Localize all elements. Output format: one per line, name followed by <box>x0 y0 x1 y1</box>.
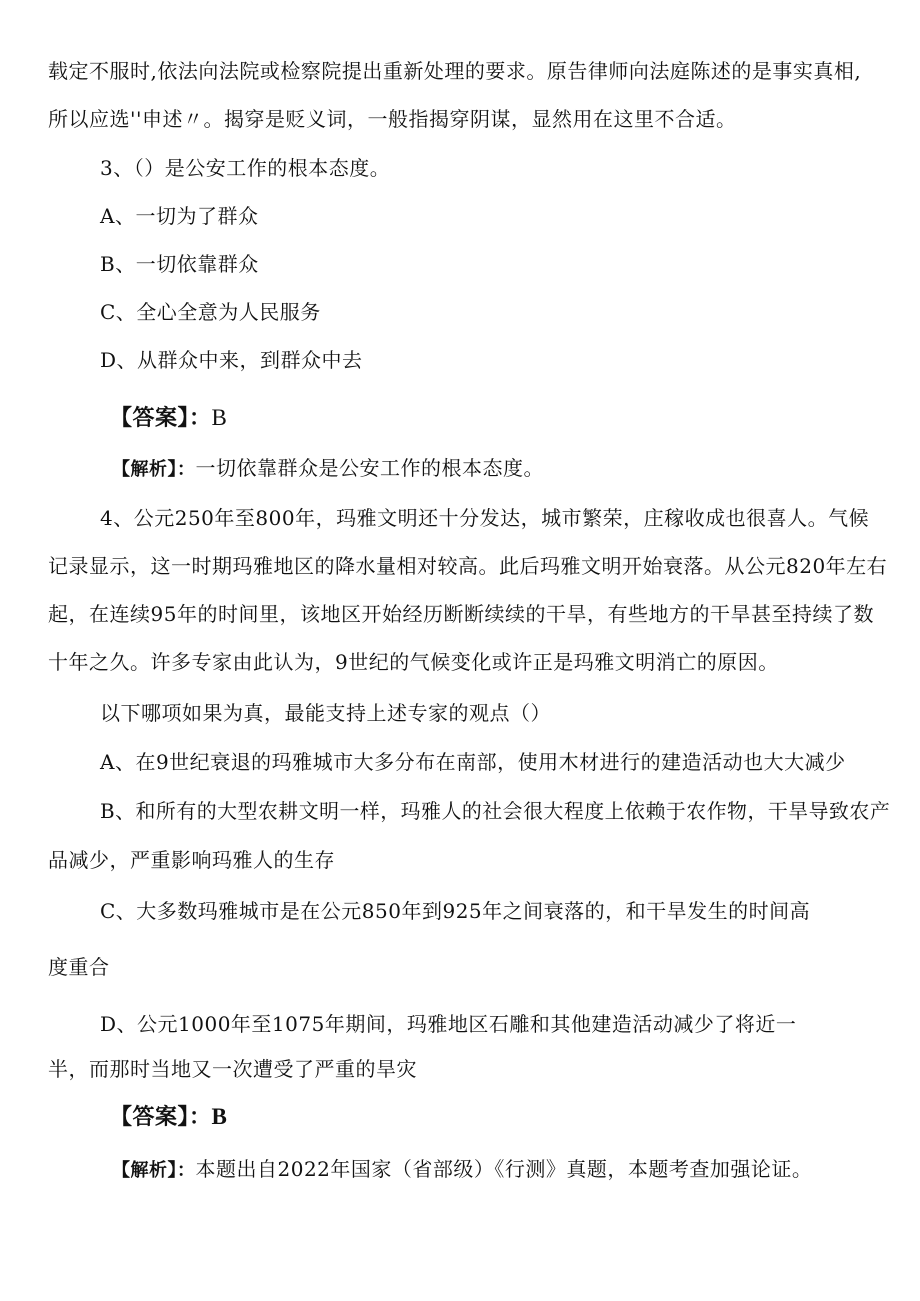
question-4-option-d-line-1: D、公元1000年至1075年期间，玛雅地区石雕和其他建造活动减少了将近一 <box>100 1012 797 1036</box>
question-3-option-b: B、一切依靠群众 <box>100 252 259 276</box>
question-4-option-c-line-2: 度重合 <box>48 955 110 979</box>
question-4-option-c-line-1: C、大多数玛雅城市是在公元850年到925年之间衰落的，和干旱发生的时间高 <box>100 899 811 923</box>
intro-line-1: 载定不服时,依法向法院或检察院提出重新处理的要求。原告律师向法庭陈述的是事实真相, <box>48 59 862 83</box>
question-3-option-c: C、全心全意为人民服务 <box>100 300 321 324</box>
answer-label: 【答案】： <box>110 1105 212 1130</box>
answer-value: B <box>211 1104 228 1129</box>
question-4-analysis <box>112 1155 812 1185</box>
analysis-text: 一切依靠群众是公安工作的根本态度。 <box>195 456 544 480</box>
answer-value: B <box>211 405 228 430</box>
question-3-answer <box>110 404 227 433</box>
analysis-text: 本题出自2022年国家（省部级）《行测》真题，本题考查加强论证。 <box>195 1157 813 1181</box>
question-4-stem-line-1: 4、公元250年至800年，玛雅文明还十分发达，城市繁荣，庄稼收成也很喜人。气候 <box>100 506 870 530</box>
question-4-stem-line-2: 记录显示，这一时期玛雅地区的降水量相对较高。此后玛雅文明开始衰落。从公元820年左右 <box>48 554 888 578</box>
question-4-prompt: 以下哪项如果为真，最能支持上述专家的观点（） <box>100 701 551 725</box>
question-4-option-a: A、在9世纪衰退的玛雅城市大多分布在南部，使用木材进行的建造活动也大大减少 <box>100 750 846 774</box>
question-4-option-d-line-2: 半，而那时当地又一次遭受了严重的旱灾 <box>48 1057 417 1081</box>
intro-line-2: 所以应选''申述〃。揭穿是贬义词，一般指揭穿阴谋，显然用在这里不合适。 <box>48 107 737 131</box>
question-4-stem-line-3: 起，在连续95年的时间里，该地区开始经历断断续续的干旱，有些地方的干旱甚至持续了数 <box>48 602 874 626</box>
question-4-option-b-line-1: B、和所有的大型农耕文明一样，玛雅人的社会很大程度上依赖于农作物，干旱导致农产 <box>100 799 891 823</box>
question-3-stem: 3、（）是公安工作的根本态度。 <box>100 156 391 180</box>
answer-label: 【答案】： <box>110 406 212 431</box>
question-3-analysis <box>112 454 544 484</box>
question-4-answer <box>110 1103 227 1132</box>
analysis-label: 【解析】： <box>112 459 196 480</box>
analysis-label: 【解析】： <box>112 1160 196 1181</box>
question-4-stem-line-4: 十年之久。许多专家由此认为，9世纪的气候变化或许正是玛雅文明消亡的原因。 <box>48 650 779 674</box>
question-3-option-a: A、一切为了群众 <box>100 204 259 228</box>
question-4-option-b-line-2: 品减少，严重影响玛雅人的生存 <box>48 848 335 872</box>
question-3-option-d: D、从群众中来，到群众中去 <box>100 348 363 372</box>
